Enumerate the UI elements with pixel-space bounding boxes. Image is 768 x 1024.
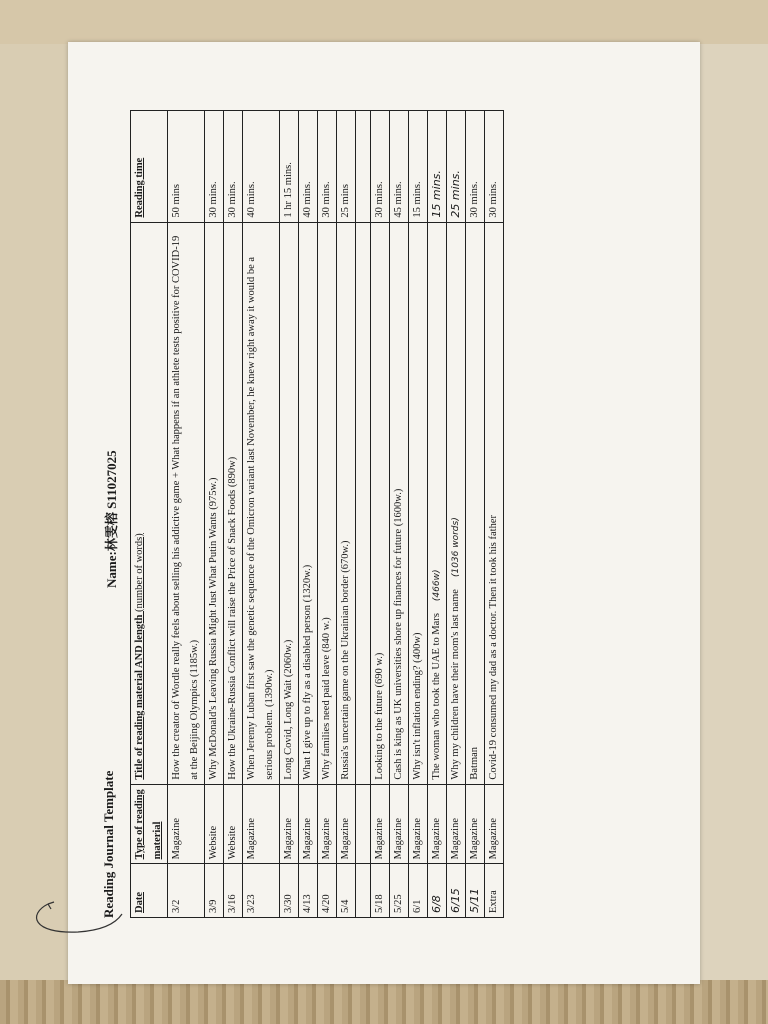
time-cell: 15 mins. bbox=[428, 111, 447, 223]
table-row bbox=[371, 111, 390, 918]
page-header bbox=[95, 110, 135, 918]
time-cell: 45 mins. bbox=[390, 111, 409, 223]
title-cell bbox=[168, 222, 205, 784]
table-row bbox=[447, 111, 466, 918]
title-text: When Jeremy Luban first saw the genetic sequence of the Omicron variant last November, he knew right away it would be a serious problem. (1390w.) bbox=[246, 256, 275, 780]
title-cell bbox=[447, 222, 466, 784]
type-cell: Magazine bbox=[390, 784, 409, 864]
date-cell: 4/20 bbox=[318, 864, 337, 918]
table-row bbox=[224, 111, 243, 918]
time-cell: 30 mins. bbox=[205, 111, 224, 223]
time-cell: 30 mins. bbox=[466, 111, 485, 223]
table-row bbox=[205, 111, 224, 918]
handwritten-arrow-icon bbox=[18, 900, 128, 940]
title-cell bbox=[466, 222, 485, 784]
table-header-row bbox=[131, 111, 168, 918]
table-row bbox=[390, 111, 409, 918]
title-text: Why families need paid leave (840 w.) bbox=[321, 617, 332, 780]
table-row bbox=[299, 111, 318, 918]
table-row bbox=[485, 111, 504, 918]
type-cell: Magazine bbox=[466, 784, 485, 864]
header-title: Title of reading material AND length (number of words) bbox=[131, 222, 168, 784]
date-cell: 6/15 bbox=[447, 864, 466, 918]
header-time: Reading time bbox=[131, 111, 168, 223]
time-cell: 15 mins. bbox=[409, 111, 428, 223]
title-text: The woman who took the UAE to Mars bbox=[431, 613, 442, 780]
table-row bbox=[243, 111, 280, 918]
time-cell: 30 mins. bbox=[224, 111, 243, 223]
title-text: Long Covid, Long Wait (2060w.) bbox=[283, 639, 294, 780]
title-text: How the creator of Wordle really feels about selling his addictive game + What happens if an athlete tests positive for COVID-19 at the Beijing Olympics (1185w.) bbox=[171, 235, 200, 780]
title-cell bbox=[205, 222, 224, 784]
title-text: Why isn't inflation ending? (400w) bbox=[412, 632, 423, 780]
header-date: Date bbox=[131, 864, 168, 918]
date-cell: 6/8 bbox=[428, 864, 447, 918]
type-cell: Magazine bbox=[447, 784, 466, 864]
table-row bbox=[337, 111, 356, 918]
date-cell: 5/25 bbox=[390, 864, 409, 918]
page-title: Reading Journal Template bbox=[101, 770, 116, 918]
title-cell bbox=[485, 222, 504, 784]
title-text: Russia's uncertain game on the Ukrainian border (670w.) bbox=[340, 540, 351, 780]
type-cell: Website bbox=[205, 784, 224, 864]
title-text: Cash is king as UK universities shore up finances for future (1600w.) bbox=[393, 488, 404, 780]
type-cell: Website bbox=[224, 784, 243, 864]
table-row bbox=[280, 111, 299, 918]
table-row bbox=[466, 111, 485, 918]
title-cell bbox=[224, 222, 243, 784]
desk-top bbox=[0, 0, 768, 44]
type-cell: Magazine bbox=[168, 784, 205, 864]
type-cell: Magazine bbox=[299, 784, 318, 864]
reading-journal-table bbox=[130, 110, 504, 918]
date-cell: Extra bbox=[485, 864, 504, 918]
type-cell bbox=[356, 784, 371, 864]
date-cell: 3/9 bbox=[205, 864, 224, 918]
title-cell bbox=[371, 222, 390, 784]
time-cell: 40 mins. bbox=[299, 111, 318, 223]
title-text: Covid-19 consumed my dad as a doctor. Then it took his father bbox=[488, 515, 499, 780]
date-cell: 5/18 bbox=[371, 864, 390, 918]
time-cell: 1 hr 15 mins. bbox=[280, 111, 299, 223]
type-cell: Magazine bbox=[243, 784, 280, 864]
title-text: How the Ukraine-Russia Conflict will raise the Price of Snack Foods (890w) bbox=[227, 456, 238, 780]
title-cell bbox=[280, 222, 299, 784]
desk-bottom bbox=[0, 980, 768, 1024]
date-cell bbox=[356, 864, 371, 918]
title-cell bbox=[356, 222, 371, 784]
time-cell: 30 mins. bbox=[318, 111, 337, 223]
time-cell: 40 mins. bbox=[243, 111, 280, 223]
type-cell: Magazine bbox=[409, 784, 428, 864]
time-cell: 30 mins. bbox=[485, 111, 504, 223]
handwritten-word-count: (466w) bbox=[432, 569, 442, 602]
date-cell: 3/30 bbox=[280, 864, 299, 918]
table-row bbox=[356, 111, 371, 918]
date-cell: 6/1 bbox=[409, 864, 428, 918]
date-cell: 3/2 bbox=[168, 864, 205, 918]
time-cell: 25 mins bbox=[337, 111, 356, 223]
type-cell: Magazine bbox=[318, 784, 337, 864]
title-text: Looking to the future (690 w.) bbox=[374, 652, 385, 780]
table-row bbox=[409, 111, 428, 918]
date-cell: 3/16 bbox=[224, 864, 243, 918]
time-cell: 25 mins. bbox=[447, 111, 466, 223]
title-cell bbox=[390, 222, 409, 784]
table-row bbox=[168, 111, 205, 918]
type-cell: Magazine bbox=[337, 784, 356, 864]
title-cell bbox=[337, 222, 356, 784]
title-cell bbox=[409, 222, 428, 784]
rotated-page-content bbox=[95, 110, 525, 918]
title-cell bbox=[243, 222, 280, 784]
type-cell: Magazine bbox=[485, 784, 504, 864]
date-cell: 5/11 bbox=[466, 864, 485, 918]
date-cell: 3/23 bbox=[243, 864, 280, 918]
title-cell bbox=[428, 222, 447, 784]
title-cell bbox=[299, 222, 318, 784]
type-cell: Magazine bbox=[428, 784, 447, 864]
handwritten-word-count: (1036 words) bbox=[451, 517, 461, 578]
title-text: Why McDonald's Leaving Russia Might Just What Putin Wants (975w.) bbox=[208, 477, 219, 780]
type-cell: Magazine bbox=[280, 784, 299, 864]
date-cell: 4/13 bbox=[299, 864, 318, 918]
time-cell: 30 mins. bbox=[371, 111, 390, 223]
title-cell bbox=[318, 222, 337, 784]
time-cell bbox=[356, 111, 371, 223]
time-cell: 50 mins bbox=[168, 111, 205, 223]
date-cell: 5/4 bbox=[337, 864, 356, 918]
header-type: Type of reading material bbox=[131, 784, 168, 864]
type-cell: Magazine bbox=[371, 784, 390, 864]
table-row bbox=[428, 111, 447, 918]
desk-left bbox=[0, 0, 68, 1024]
student-name: Name:林雯榕 S11027025 bbox=[104, 450, 119, 588]
title-text: Why my children have their mom's last name bbox=[450, 589, 461, 780]
table-row bbox=[318, 111, 337, 918]
title-text: Batman bbox=[469, 746, 480, 780]
desk-right bbox=[700, 0, 768, 1024]
title-text: What I give up to fly as a disabled person (1320w.) bbox=[302, 564, 313, 780]
